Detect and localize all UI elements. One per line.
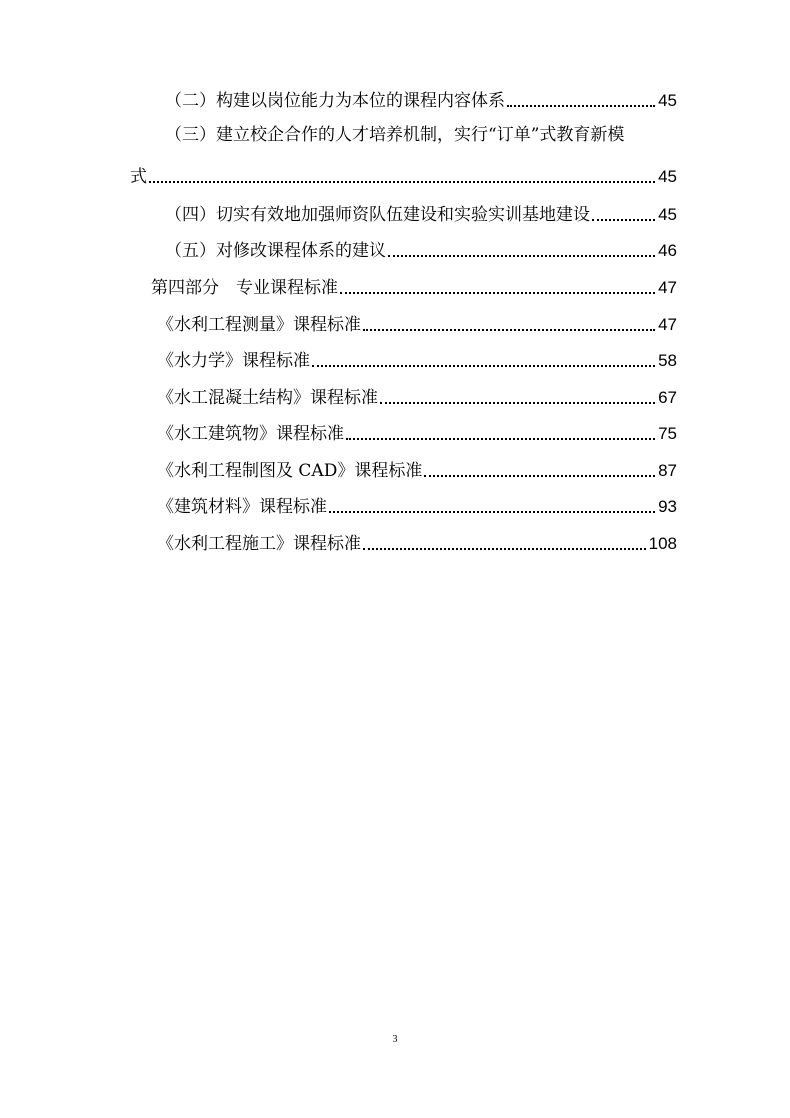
toc-entry-title: 《水利工程制图及 CAD》课程标准 <box>157 461 423 481</box>
toc-entry-page: 93 <box>658 497 677 516</box>
toc-entry-first-line[interactable] <box>0 124 790 146</box>
toc-entry-title: 《水利工程测量》课程标准 <box>157 315 361 335</box>
toc-entry[interactable] <box>0 84 790 112</box>
toc-entry-page: 108 <box>648 534 677 553</box>
toc-entry-page: 47 <box>658 278 677 297</box>
toc-entry-page: 45 <box>658 91 677 110</box>
dot-leader <box>363 548 646 550</box>
toc-entry[interactable] <box>0 454 790 482</box>
toc-entry-page: 87 <box>658 461 677 480</box>
toc-entry-page: 58 <box>658 351 677 370</box>
toc-entry-title: （二）构建以岗位能力为本位的课程内容体系 <box>165 91 505 111</box>
toc-entry[interactable] <box>0 344 790 372</box>
toc-entry-page: 67 <box>658 388 677 407</box>
toc-entry-title: 《水工建筑物》课程标准 <box>157 424 344 444</box>
toc-entry-title: 第四部分 专业课程标准 <box>151 278 338 298</box>
toc-entry-page: 46 <box>658 241 677 260</box>
dot-leader <box>363 329 655 331</box>
toc-entry[interactable] <box>0 234 790 262</box>
toc-entry[interactable] <box>0 381 790 409</box>
dot-leader <box>424 475 655 477</box>
toc-entry[interactable] <box>0 527 790 555</box>
dot-leader <box>388 255 655 257</box>
toc-entry-title: 《水力学》课程标准 <box>157 351 310 371</box>
dot-leader <box>592 219 655 221</box>
toc-entry[interactable] <box>0 160 790 188</box>
toc-entry-page: 47 <box>658 315 677 334</box>
toc-entry-page: 45 <box>658 167 677 186</box>
page-number: 3 <box>392 1034 398 1045</box>
dot-leader <box>380 402 655 404</box>
toc-entry[interactable] <box>0 198 790 226</box>
toc-entry-title: 《水利工程施工》课程标准 <box>157 534 361 554</box>
toc-entry-page: 45 <box>658 205 677 224</box>
toc-entry-title-continuation: 式 <box>130 167 147 187</box>
toc-entry[interactable] <box>0 490 790 518</box>
toc-entry-title: 《水工混凝土结构》课程标准 <box>157 388 378 408</box>
toc-entry[interactable] <box>0 271 790 299</box>
toc-entry-title: （五）对修改课程体系的建议 <box>165 241 386 261</box>
dot-leader <box>312 365 655 367</box>
dot-leader <box>340 292 655 294</box>
toc-entry[interactable] <box>0 308 790 336</box>
dot-leader <box>507 105 655 107</box>
dot-leader <box>149 181 655 183</box>
toc-entry[interactable] <box>0 417 790 445</box>
toc-entry-title: （四）切实有效地加强师资队伍建设和实验实训基地建设 <box>165 205 590 225</box>
toc-entry-title: （三）建立校企合作的人才培养机制，实行“订单”式教育新模 <box>165 125 625 145</box>
dot-leader <box>329 511 655 513</box>
toc-entry-title: 《建筑材料》课程标准 <box>157 497 327 517</box>
toc-entry-page: 75 <box>658 424 677 443</box>
dot-leader <box>346 438 655 440</box>
